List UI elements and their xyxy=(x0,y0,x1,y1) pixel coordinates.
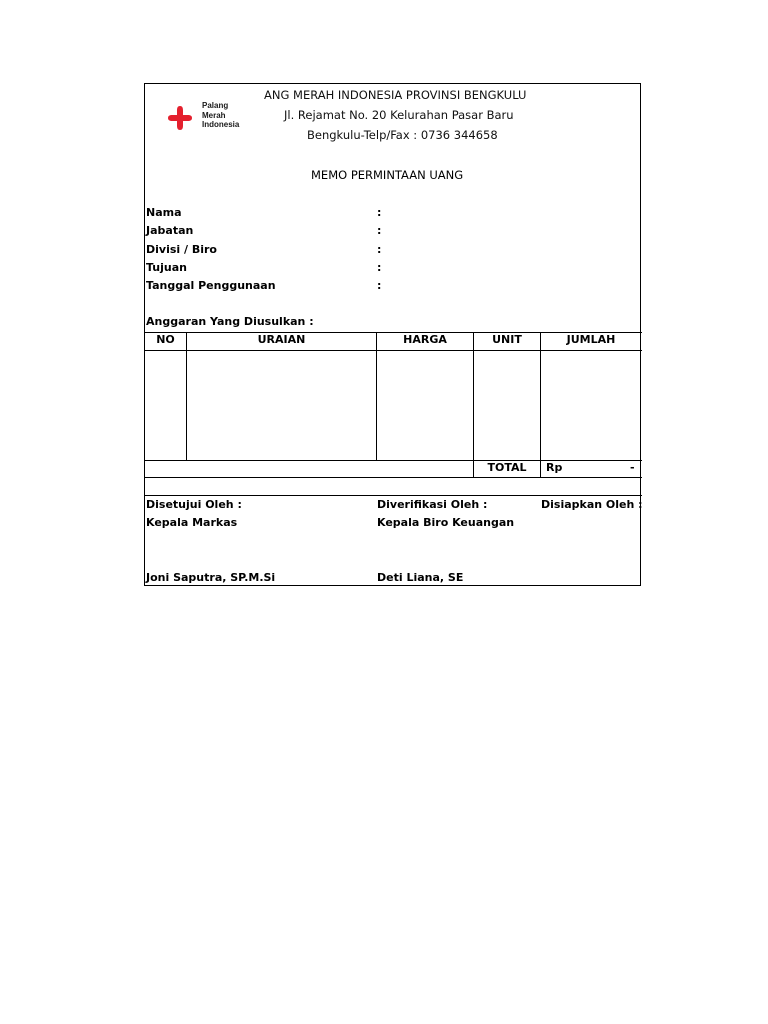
col-header-unit: UNIT xyxy=(492,333,522,346)
field-label-jabatan: Jabatan xyxy=(146,224,194,237)
field-colon-jabatan: : xyxy=(377,224,382,237)
total-value: - xyxy=(630,461,635,474)
field-label-tujuan: Tujuan xyxy=(146,261,187,274)
col-header-no: NO xyxy=(156,333,175,346)
total-label: TOTAL xyxy=(487,461,527,474)
total-currency: Rp xyxy=(546,461,563,474)
org-contact: Bengkulu-Telp/Fax : 0736 344658 xyxy=(307,128,498,142)
logo-text xyxy=(202,101,239,130)
col-divider-no xyxy=(186,332,187,460)
field-label-tanggal: Tanggal Penggunaan xyxy=(146,279,276,292)
approved-by-name: Joni Saputra, SP.M.Si xyxy=(146,571,276,584)
col-divider-unit xyxy=(540,332,541,477)
table-header-bottom-line xyxy=(145,350,642,351)
verified-by-name: Deti Liana, SE xyxy=(377,571,464,584)
logo-line-3: Indonesia xyxy=(202,120,240,129)
table-body-bottom-line xyxy=(145,460,642,461)
logo-line-1: Palang xyxy=(202,101,229,110)
field-colon-tanggal: : xyxy=(377,279,382,292)
col-header-harga: HARGA xyxy=(403,333,447,346)
field-colon-divisi: : xyxy=(377,243,382,256)
approved-by-label: Disetujui Oleh : xyxy=(146,498,242,511)
field-label-nama: Nama xyxy=(146,206,182,219)
org-address: Jl. Rejamat No. 20 Kelurahan Pasar Baru xyxy=(284,108,514,122)
red-cross-icon xyxy=(167,105,193,131)
field-label-divisi: Divisi / Biro xyxy=(146,243,217,256)
prepared-by-label: Disiapkan Oleh : xyxy=(541,498,643,511)
col-header-jumlah: JUMLAH xyxy=(566,333,616,346)
memo-form xyxy=(144,83,641,586)
org-name: ANG MERAH INDONESIA PROVINSI BENGKULU xyxy=(264,88,527,102)
col-divider-harga xyxy=(473,332,474,477)
verified-by-label: Diverifikasi Oleh : xyxy=(377,498,488,511)
pmi-logo xyxy=(167,101,257,131)
approved-by-role: Kepala Markas xyxy=(146,516,238,529)
col-header-uraian: URAIAN xyxy=(257,333,306,346)
total-row-bottom-line xyxy=(145,477,642,478)
spacer-row-bottom-line xyxy=(145,495,642,496)
col-divider-uraian xyxy=(376,332,377,460)
budget-label: Anggaran Yang Diusulkan : xyxy=(146,315,314,328)
field-colon-nama: : xyxy=(377,206,382,219)
field-colon-tujuan: : xyxy=(377,261,382,274)
logo-line-2: Merah xyxy=(202,110,226,120)
verified-by-role: Kepala Biro Keuangan xyxy=(377,516,515,529)
memo-title: MEMO PERMINTAAN UANG xyxy=(311,168,464,182)
